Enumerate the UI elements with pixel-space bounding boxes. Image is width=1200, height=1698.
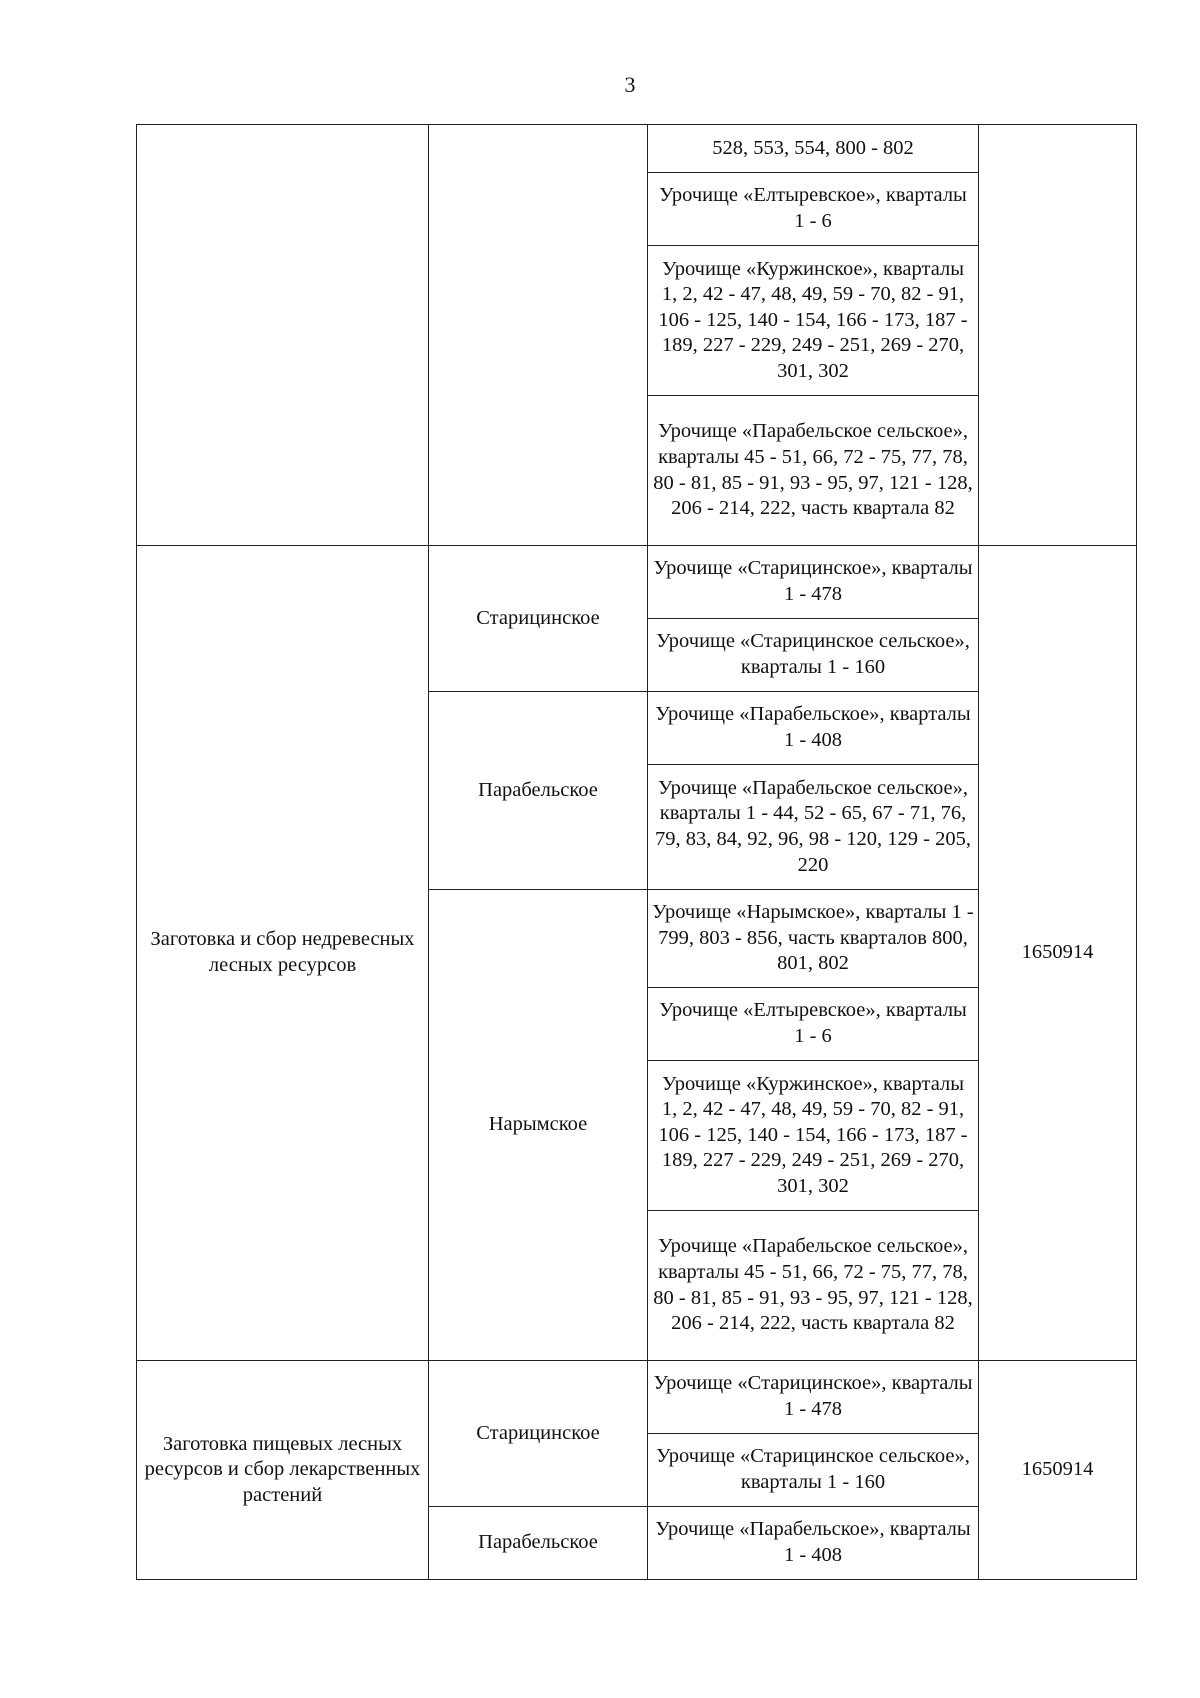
- parcel-cell: Урочище «Старицинское», кварталы 1 - 478: [648, 546, 979, 619]
- parcel-cell: Урочище «Парабельское сельское», кварталы 1 - 44, 52 - 65, 67 - 71, 76, 79, 83, 84, 92, 96, 98 - 120, 129 - 205, 220: [648, 765, 979, 890]
- table-row: [137, 125, 1137, 173]
- forestry-cell: Парабельское: [429, 692, 648, 890]
- parcel-cell: Урочище «Нарымское», кварталы 1 - 799, 803 - 856, часть кварталов 800, 801, 802: [648, 890, 979, 988]
- parcel-cell: Урочище «Елтыревское», кварталы 1 - 6: [648, 988, 979, 1061]
- area-cell-continued: [979, 125, 1137, 546]
- forest-use-table: [136, 124, 1137, 1580]
- parcel-cell: Урочище «Куржинское», кварталы 1, 2, 42 - 47, 48, 49, 59 - 70, 82 - 91, 106 - 125, 140 - 154, 166 - 173, 187 - 189, 227 - 229, 249 - 251, 269 - 270, 301, 302: [648, 1061, 979, 1211]
- parcel-cell: Урочище «Старицинское», кварталы 1 - 478: [648, 1361, 979, 1434]
- area-cell: 1650914: [979, 546, 1137, 1361]
- parcel-cell: Урочище «Парабельское сельское», кварталы 45 - 51, 66, 72 - 75, 77, 78, 80 - 81, 85 - 91, 93 - 95, 97, 121 - 128, 206 - 214, 222, часть квартала 82: [648, 1211, 979, 1361]
- table-row: [137, 1361, 1137, 1434]
- activity-cell-continued: [137, 125, 429, 546]
- parcel-cell: Урочище «Парабельское сельское», кварталы 45 - 51, 66, 72 - 75, 77, 78, 80 - 81, 85 - 91, 93 - 95, 97, 121 - 128, 206 - 214, 222, часть квартала 82: [648, 396, 979, 546]
- area-cell: 1650914: [979, 1361, 1137, 1580]
- parcel-cell: 528, 553, 554, 800 - 802: [648, 125, 979, 173]
- forestry-cell: Старицинское: [429, 546, 648, 692]
- parcel-cell: Урочище «Куржинское», кварталы 1, 2, 42 - 47, 48, 49, 59 - 70, 82 - 91, 106 - 125, 140 - 154, 166 - 173, 187 - 189, 227 - 229, 249 - 251, 269 - 270, 301, 302: [648, 246, 979, 396]
- parcel-cell: Урочище «Парабельское», кварталы 1 - 408: [648, 1507, 979, 1580]
- forestry-cell-continued: [429, 125, 648, 546]
- table-row: [137, 546, 1137, 619]
- parcel-cell: Урочище «Старицинское сельское», кварталы 1 - 160: [648, 1434, 979, 1507]
- page-number: 3: [624, 72, 636, 97]
- parcel-cell: Урочище «Елтыревское», кварталы 1 - 6: [648, 173, 979, 246]
- parcel-cell: Урочище «Парабельское», кварталы 1 - 408: [648, 692, 979, 765]
- parcel-cell: Урочище «Старицинское сельское», кварталы 1 - 160: [648, 619, 979, 692]
- forestry-cell: Парабельское: [429, 1507, 648, 1580]
- activity-cell: Заготовка пищевых лесных ресурсов и сбор лекарственных растений: [137, 1361, 429, 1580]
- forestry-cell: Нарымское: [429, 890, 648, 1361]
- activity-cell: Заготовка и сбор недревесных лесных ресурсов: [137, 546, 429, 1361]
- forestry-cell: Старицинское: [429, 1361, 648, 1507]
